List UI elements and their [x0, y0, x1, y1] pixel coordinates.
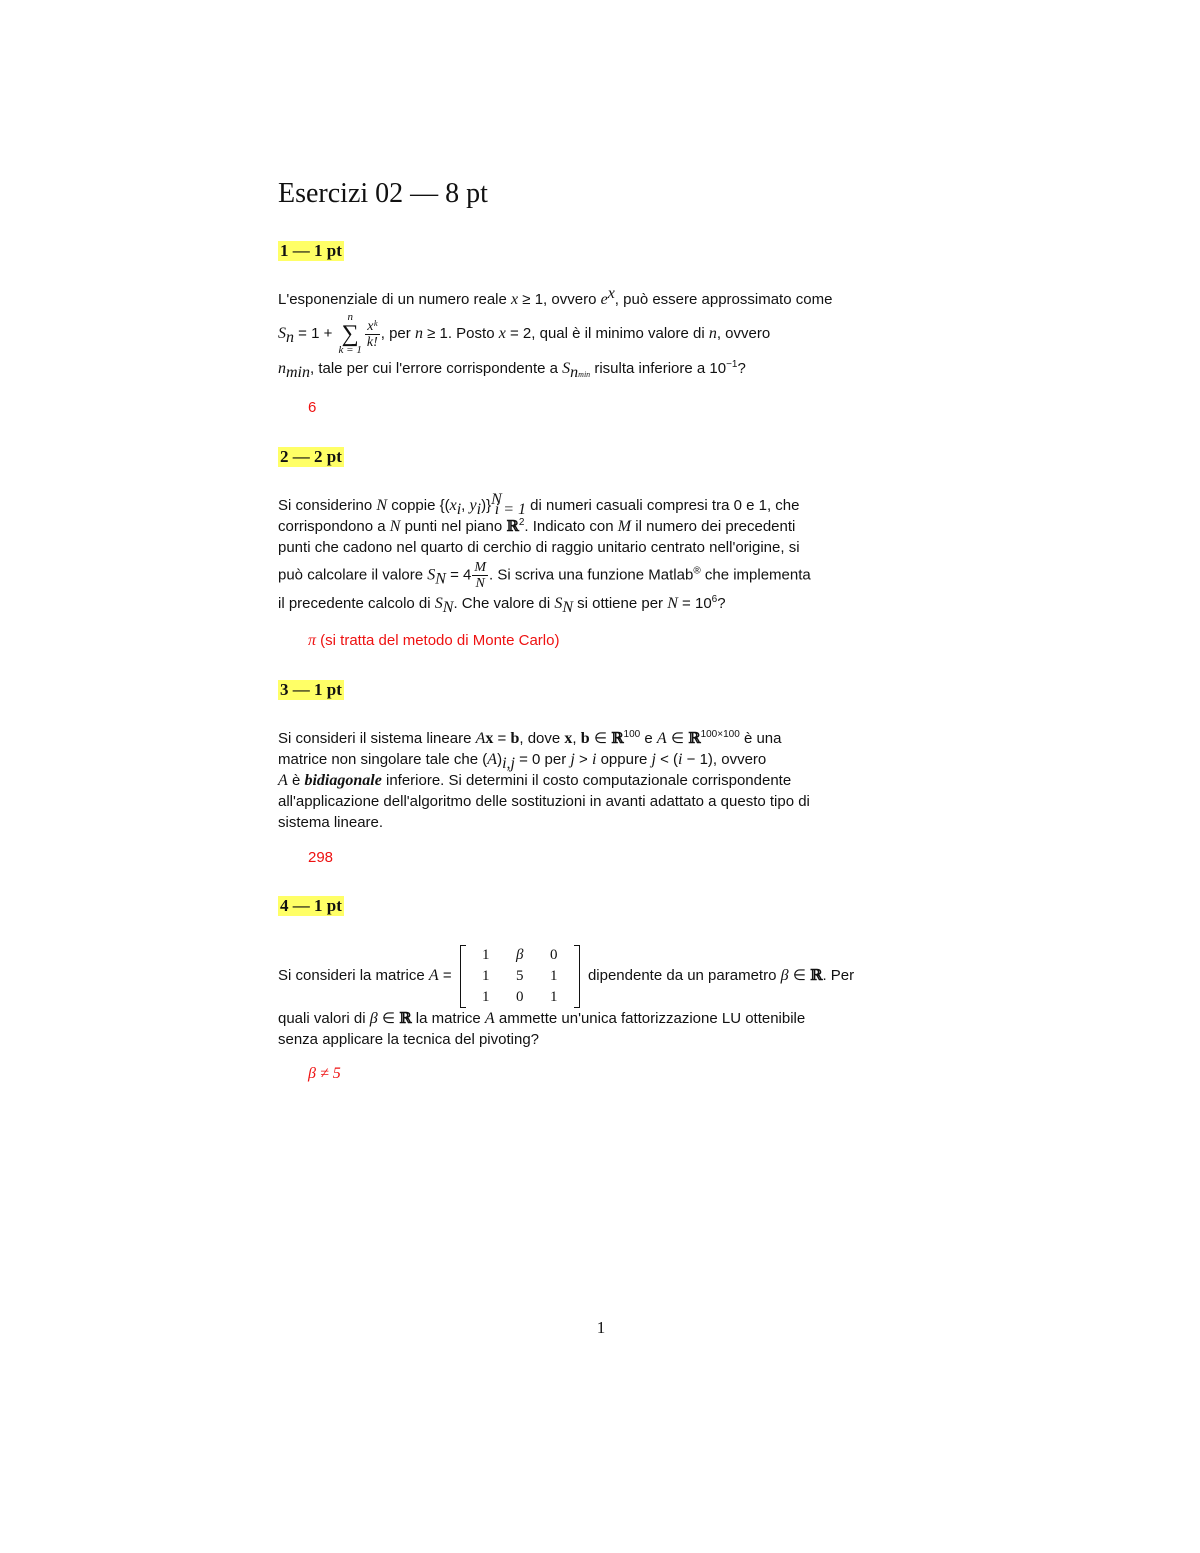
exercise-3-text	[278, 728, 924, 833]
exercise-2-line-4: può calcolare il valore $S_N = 4$ $\frac{M}{N}$ . Si scriva una funzione Matlab® che implementa	[278, 560, 811, 591]
exercise-4-line-2: quali valori di β ∈ ℝ la matrice A ammette un'unica fattorizzazione LU ottenibile	[278, 1009, 806, 1027]
exercise-1-line-3: $n_{min}$, tale per cui l'errore corrispondente a $S_{nmin}$ risulta inferiore a $10^{-1}$?	[278, 359, 746, 381]
exercise-3-line-4: all'applicazione dell'algoritmo delle sostituzioni in avanti adattato a questo tipo di	[278, 793, 810, 810]
page-number: 1	[596, 1318, 606, 1337]
exercise-2-line-1: Si considerino N coppie {($x_i$, $y_i)\}^N_{i = 1}$ di numeri casuali compresi tra 0 e 1, che	[278, 491, 800, 518]
matrix-cell: 1	[482, 988, 490, 1005]
exercise-2-answer: π (si tratta del metodo di Monte Carlo)	[308, 632, 560, 649]
exercise-1-answer: 6	[308, 399, 317, 416]
matrix-cell: 0	[516, 988, 524, 1005]
matrix-cell: 0	[550, 946, 558, 963]
matrix-cell: 1	[550, 967, 558, 984]
exercise-2-line-5: il precedente calcolo di $S_N$. Che valore di $S_N$ si ottiene per $N = 10^6$?	[278, 594, 726, 616]
exercise-4-line-1: Si consideri la matrice A = 1 β 0 1 5 1 1 0 1 dipendente da un parametro β ∈ ℝ. Per	[278, 942, 924, 1008]
exercise-3-line-3: A è bidiagonale inferiore. Si determini il costo computazionale corrispondente	[278, 772, 792, 789]
fraction: $\frac{\text{xᵏ}}{k!}$	[366, 318, 378, 350]
matrix-cell: 5	[516, 967, 524, 984]
matrix-cell: 1	[482, 967, 490, 984]
exercise-1-heading: 1 — 1 pt	[280, 241, 342, 260]
exercise-2-text	[278, 491, 924, 616]
exercise-4-line-3: senza applicare la tecnica del pivoting?	[278, 1031, 539, 1048]
exercise-3-heading: 3 — 1 pt	[280, 680, 342, 699]
matrix-cell: 1	[482, 946, 490, 963]
summation-symbol: n ∑ k = 1	[338, 311, 362, 356]
exercise-2-heading: 2 — 2 pt	[280, 447, 342, 466]
exercise-4-answer: β ≠ 5	[308, 1065, 341, 1082]
exercise-3-line-2: matrice non singolare tale che $(A)_{i,j} = 0$ per j > i oppure j < (i − 1), ovvero	[278, 751, 767, 772]
exercise-1-line-1: L'esponenziale di un numero reale x ≥ 1, ovvero $e^x$, può essere approssimato come	[278, 285, 833, 308]
matrix-a	[460, 945, 580, 1008]
exercise-3-line-1: Si consideri il sistema lineare Ax = b, dove x, b ∈ ℝ$^{100}$ e A ∈ ℝ$^{100\times 100}$ è una	[278, 729, 782, 747]
exercise-3-answer: 298	[308, 849, 334, 866]
exercise-4-text	[278, 942, 924, 1050]
document-page	[278, 0, 924, 1553]
page-title: Esercizi 02 — 8 pt	[278, 178, 488, 209]
matrix-cell: β	[516, 946, 524, 963]
exercise-4-heading: 4 — 1 pt	[280, 896, 342, 915]
exercise-1-line-2: $S_n = 1$ + n ∑ k = 1 $\frac{\text{xᵏ}}{k!}$ , per n ≥ 1. Posto x = 2, qual è il minimo valore di n, ovvero	[278, 311, 771, 356]
matrix-cell: 1	[550, 988, 558, 1005]
exercise-1-text	[278, 285, 924, 381]
exercise-2-line-2: corrispondono a N punti nel piano ℝ$^2$. Indicato con M il numero dei precedenti	[278, 517, 796, 535]
exercise-3-line-5: sistema lineare.	[278, 814, 384, 831]
exercise-2-line-3: punti che cadono nel quarto di cerchio di raggio unitario centrato nell'origine, si	[278, 539, 800, 556]
fraction: $\frac{M}{N}$	[474, 560, 487, 591]
